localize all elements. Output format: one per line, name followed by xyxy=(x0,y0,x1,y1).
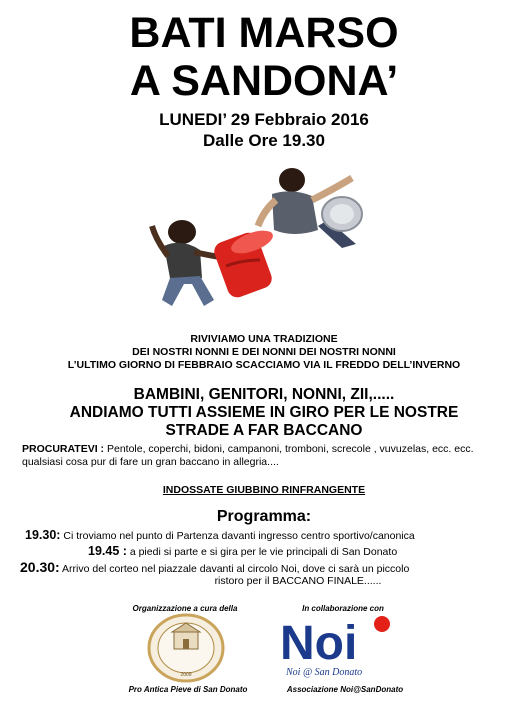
procurate-text: Pentole, coperchi, bidoni, campanoni, tromboni, screcole , vuvuzelas, ecc. ecc. qualsiasi cosa pur di fare un gran baccano in allegria.... xyxy=(22,443,474,468)
procurate-paragraph xyxy=(22,443,512,469)
procurate-label: PROCURATEVI : xyxy=(22,443,105,455)
organizer-name: Pro Antica Pieve di San Donato xyxy=(128,685,248,694)
headline-line-1: BAMBINI, GENITORI, NONNI, ZII,..... xyxy=(133,386,395,403)
drummers-photo xyxy=(142,160,382,312)
intro-line-3: L’ULTIMO GIORNO DI FEBBRAIO SCACCIAMO VIA IL FREDDO DELL’INVERNO xyxy=(67,359,461,371)
vest-notice: INDOSSATE GIUBBINO RINFRANGENTE xyxy=(162,484,366,496)
headline-line-2: ANDIAMO TUTTI ASSIEME IN GIRO PER LE NOSTRE xyxy=(69,404,459,421)
program-time-2: 19.45 : xyxy=(88,544,127,558)
program-text-1: Ci troviamo nel punto di Partenza davanti ingresso centro sportivo/canonica xyxy=(60,530,415,542)
program-item-1 xyxy=(25,529,525,543)
program-title: Programma: xyxy=(216,508,312,525)
pro-antica-pieve-seal-icon xyxy=(146,613,226,683)
program-item-2 xyxy=(88,545,528,559)
svg-text:Noi @ San Donato: Noi @ San Donato xyxy=(286,667,363,678)
svg-text:2009: 2009 xyxy=(180,672,192,678)
collaboration-label: In collaborazione con xyxy=(302,604,384,613)
left-drummer-figure xyxy=(152,220,226,306)
program-time-1: 19.30: xyxy=(25,528,61,542)
intro-line-2: DEI NOSTRI NONNI E DEI NONNI DEI NOSTRI NONNI xyxy=(132,346,396,358)
right-drummer-figure xyxy=(258,168,362,248)
red-drum-icon xyxy=(211,226,275,300)
event-date: LUNEDI’ 29 Febbraio 2016 xyxy=(159,110,369,129)
intro-line-1: RIVIVIAMO UNA TRADIZIONE xyxy=(190,333,338,345)
program-item-3 xyxy=(20,561,525,576)
event-time: Dalle Ore 19.30 xyxy=(203,131,325,150)
headline-line-3: STRADE A FAR BACCANO xyxy=(165,422,363,439)
program-item-3-continuation: ristoro per il BACCANO FINALE...... xyxy=(214,575,382,587)
svg-text:Noi: Noi xyxy=(280,617,358,670)
collaborator-name: Associazione Noi@SanDonato xyxy=(286,685,404,694)
program-text-3: Arrivo del corteo nel piazzale davanti al circolo Noi, dove ci sarà un piccolo xyxy=(59,563,410,575)
title-line-2: A SANDONA’ xyxy=(129,57,399,105)
noi-association-logo-icon xyxy=(278,613,413,681)
title-line-1: BATI MARSO xyxy=(129,9,399,57)
program-time-3: 20.30: xyxy=(20,559,60,575)
organizer-label: Organizzazione a cura della xyxy=(132,604,238,613)
program-text-2: a piedi si parte e si gira per le vie principali di San Donato xyxy=(126,546,398,558)
